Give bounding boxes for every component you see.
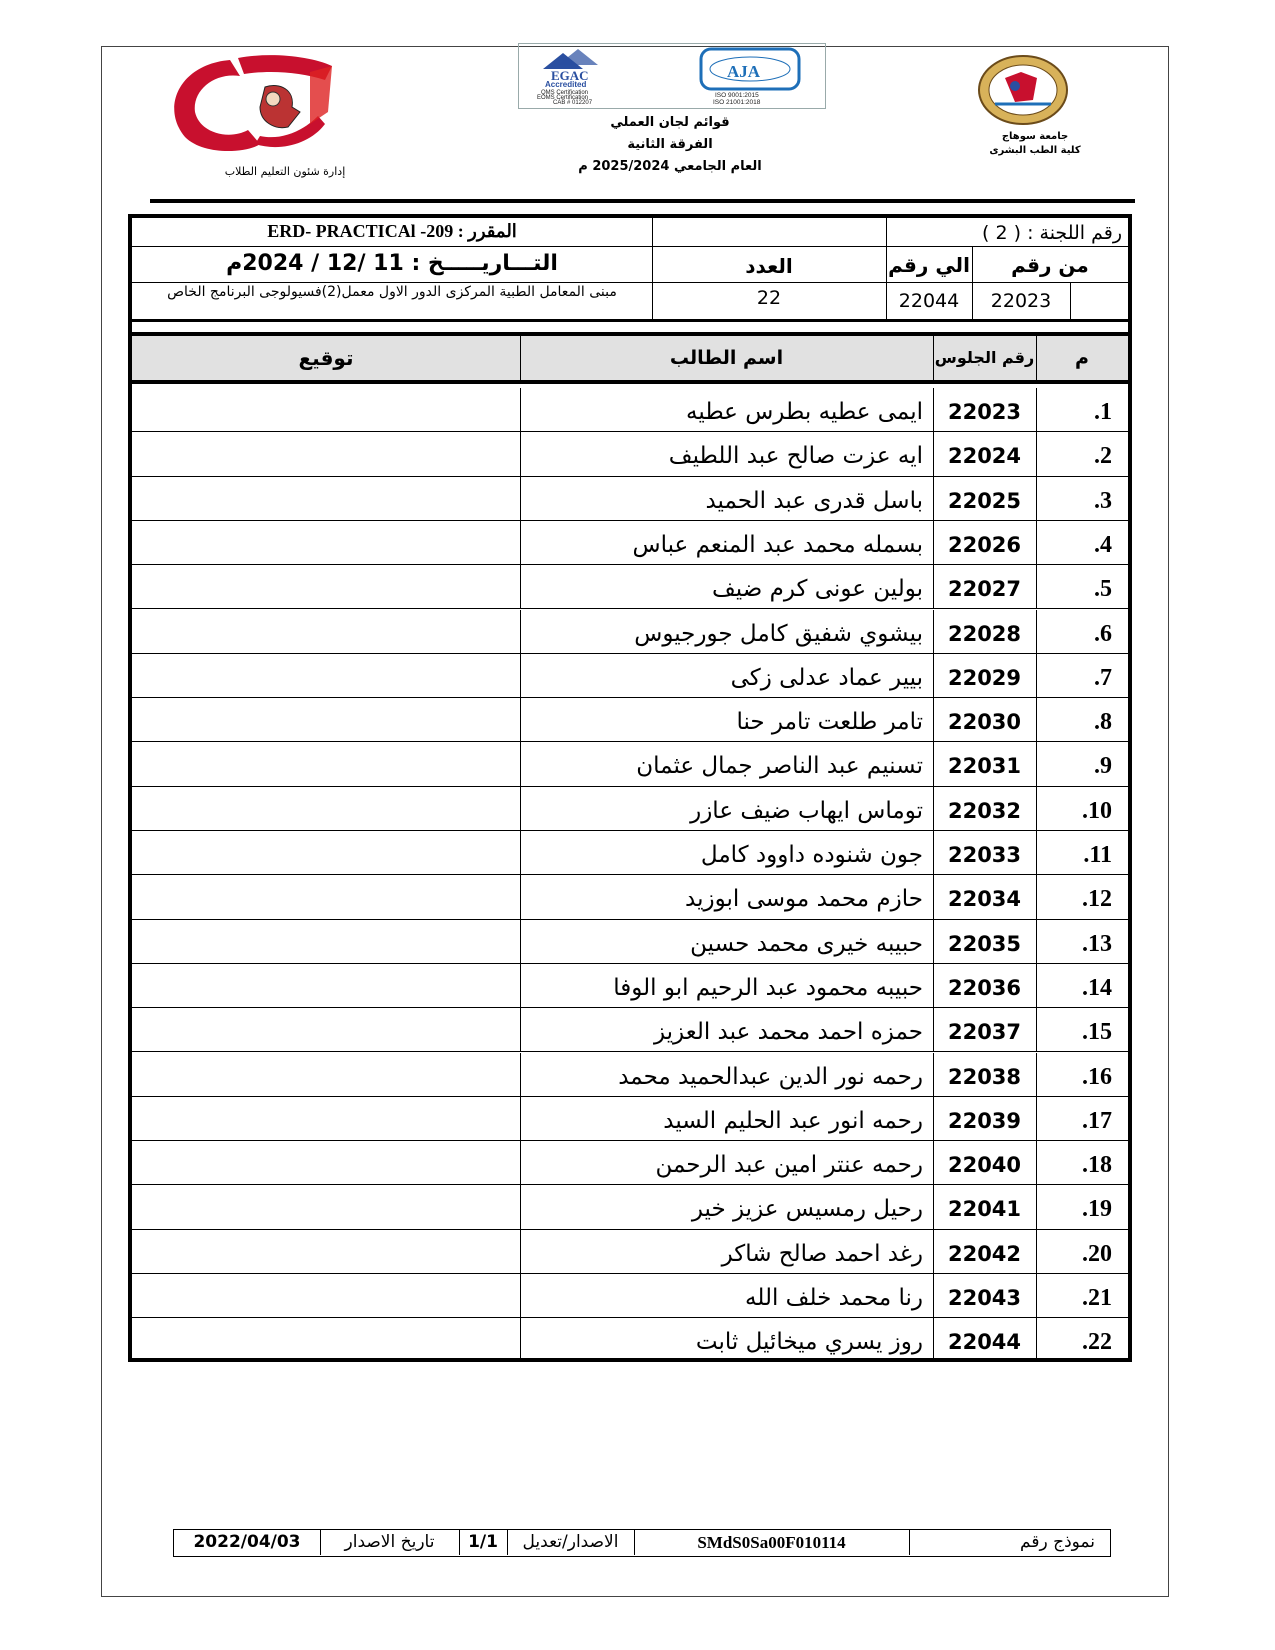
table-row <box>132 920 1128 964</box>
row-index: 6. <box>1094 620 1112 647</box>
row-student-name: بيشوي شفيق كامل جورجيوس <box>634 620 923 647</box>
row-seat-number: 22043 <box>947 1286 1022 1310</box>
students-table <box>128 332 1132 1362</box>
table-row <box>132 1053 1128 1097</box>
row-signature-cell[interactable] <box>132 831 520 873</box>
row-student-name: رحيل رمسيس عزيز خير <box>691 1196 923 1223</box>
header-divider <box>150 199 1135 203</box>
row-seat-number: 22041 <box>947 1197 1022 1222</box>
table-row <box>132 388 1128 432</box>
table-row <box>132 831 1128 875</box>
row-signature-cell[interactable] <box>132 1008 520 1050</box>
row-student-name: بولين عونى كرم ضيف <box>711 576 923 603</box>
svg-text:Accredited: Accredited <box>545 80 587 89</box>
row-seat-number: 22034 <box>947 887 1022 912</box>
row-student-name: ايمى عطيه بطرس عطيه <box>686 399 923 425</box>
row-student-name: جون شنوده داوود كامل <box>700 842 923 868</box>
row-student-name: حازم محمد موسى ابوزيد <box>685 886 923 913</box>
row-signature-cell[interactable] <box>132 964 520 1006</box>
header-student-name: اسم الطالب <box>669 347 784 369</box>
row-seat-number: 22036 <box>947 975 1022 1000</box>
from-number-value: 22023 <box>990 290 1052 312</box>
row-seat-number: 22025 <box>947 488 1022 513</box>
row-student-name: رنا محمد خلف الله <box>745 1285 923 1311</box>
count-value: 22 <box>756 287 782 309</box>
row-signature-cell[interactable] <box>132 432 520 474</box>
row-student-name: حبيبه خيرى محمد حسين <box>690 930 923 957</box>
row-signature-cell[interactable] <box>132 742 520 784</box>
row-seat-number: 22039 <box>947 1108 1022 1133</box>
row-index: 4. <box>1094 531 1112 558</box>
row-index: 14. <box>1082 974 1112 1001</box>
university-label <box>975 130 1095 158</box>
row-index: 5. <box>1094 576 1112 603</box>
table-row <box>132 1318 1128 1362</box>
row-signature-cell[interactable] <box>132 1097 520 1139</box>
table-row <box>132 1274 1128 1318</box>
department-label: إدارة شئون التعليم الطلاب <box>224 165 346 178</box>
row-seat-number: 22042 <box>947 1241 1022 1266</box>
table-row <box>132 875 1128 919</box>
row-signature-cell[interactable] <box>132 477 520 519</box>
table-row <box>132 432 1128 476</box>
row-seat-number: 22035 <box>947 931 1022 956</box>
row-index: 21. <box>1082 1285 1112 1311</box>
row-student-name: بسمله محمد عبد المنعم عباس <box>632 531 923 558</box>
row-student-name: رحمه نور الدين عبدالحميد محمد <box>618 1063 923 1090</box>
row-index: 17. <box>1082 1107 1112 1134</box>
row-index: 18. <box>1082 1152 1112 1179</box>
table-row <box>132 1097 1128 1141</box>
row-seat-number: 22024 <box>947 444 1022 469</box>
svg-text:ISO 21001:2018: ISO 21001:2018 <box>713 99 761 105</box>
issue-date-label: تاريخ الاصدار <box>344 1532 435 1552</box>
row-signature-cell[interactable] <box>132 654 520 696</box>
row-student-name: رحمه عنتر امين عبد الرحمن <box>655 1152 923 1179</box>
version-label: الاصدار/تعديل <box>522 1532 619 1552</box>
row-student-name: توماس ايهاب ضيف عازر <box>690 797 923 824</box>
row-student-name: بيير عماد عدلى زكى <box>730 664 923 691</box>
table-row <box>132 964 1128 1008</box>
row-signature-cell[interactable] <box>132 787 520 829</box>
table-row <box>132 1141 1128 1185</box>
aja-certification-logo <box>677 47 823 105</box>
count-label: العدد <box>745 254 793 278</box>
row-student-name: ايه عزت صالح عبد اللطيف <box>668 443 923 470</box>
row-index: 3. <box>1094 487 1112 514</box>
row-student-name: باسل قدرى عبد الحميد <box>705 487 923 514</box>
row-seat-number: 22026 <box>947 532 1022 557</box>
table-row <box>132 787 1128 831</box>
row-signature-cell[interactable] <box>132 521 520 563</box>
row-index: 9. <box>1094 753 1112 780</box>
form-footer <box>173 1529 1111 1557</box>
row-signature-cell[interactable] <box>132 875 520 917</box>
svg-text:EGAC: EGAC <box>551 68 589 83</box>
row-seat-number: 22038 <box>947 1064 1022 1089</box>
committee-info-table <box>128 214 1132 336</box>
table-row <box>132 521 1128 565</box>
svg-text:ISO 9001:2015: ISO 9001:2015 <box>715 92 759 99</box>
egac-accreditation-logo <box>523 47 663 105</box>
row-student-name: رحمه انور عبد الحليم السيد <box>663 1107 923 1134</box>
from-number-label: من رقم <box>1011 253 1089 277</box>
row-student-name: تسنيم عبد الناصر جمال عثمان <box>636 753 923 780</box>
row-seat-number: 22023 <box>947 400 1022 424</box>
row-signature-cell[interactable] <box>132 565 520 607</box>
row-signature-cell[interactable] <box>132 610 520 652</box>
row-index: 1. <box>1094 399 1112 425</box>
row-student-name: حمزه احمد محمد عبد العزيز <box>653 1019 923 1046</box>
header-seat-number: رقم الجلوس <box>934 348 1035 367</box>
table-row <box>132 742 1128 786</box>
row-signature-cell[interactable] <box>132 1274 520 1316</box>
row-seat-number: 22044 <box>947 1330 1022 1355</box>
row-seat-number: 22033 <box>947 843 1022 867</box>
faculty-name: كلية الطب البشرى <box>989 145 1081 156</box>
table-row <box>132 477 1128 521</box>
row-index: 19. <box>1082 1196 1112 1223</box>
svg-text:EOMS Certification: EOMS Certification <box>537 95 589 101</box>
document-subtitle: الفرقة الثانية <box>627 137 713 152</box>
row-index: 20. <box>1082 1240 1112 1267</box>
row-index: 12. <box>1082 886 1112 913</box>
table-row <box>132 1185 1128 1229</box>
academic-year: العام الجامعي 2025/2024 م <box>578 159 762 174</box>
form-number-value: SMdS0Sa00F010114 <box>697 1533 846 1552</box>
document-title-block <box>540 112 800 178</box>
university-name: جامعة سوهاج <box>1001 131 1069 142</box>
row-seat-number: 22030 <box>947 710 1022 735</box>
row-signature-cell[interactable] <box>132 698 520 740</box>
table-row <box>132 698 1128 742</box>
row-student-name: روز يسري ميخائيل ثابت <box>695 1329 923 1356</box>
row-index: 10. <box>1082 797 1112 824</box>
svg-text:QMS Certification: QMS Certification <box>541 90 589 96</box>
issue-date-value: 2022/04/03 <box>193 1532 301 1552</box>
row-signature-cell[interactable] <box>132 388 520 430</box>
row-index: 8. <box>1094 709 1112 736</box>
row-index: 2. <box>1094 443 1112 470</box>
table-row <box>132 565 1128 609</box>
version-value: 1/1 <box>468 1532 498 1552</box>
table-row <box>132 610 1128 654</box>
form-number-label: نموذج رقم <box>1020 1532 1095 1552</box>
document-title: قوائم لجان العملي <box>610 115 730 130</box>
row-index: 11. <box>1083 842 1112 868</box>
row-seat-number: 22040 <box>947 1153 1022 1178</box>
row-signature-cell[interactable] <box>132 1318 520 1360</box>
table-row <box>132 1008 1128 1052</box>
row-signature-cell[interactable] <box>132 920 520 962</box>
row-signature-cell[interactable] <box>132 1230 520 1272</box>
committee-number: رقم اللجنة : ( 2 ) <box>982 222 1122 244</box>
row-index: 22. <box>1082 1329 1112 1356</box>
svg-text:CAB # 012207: CAB # 012207 <box>553 100 593 105</box>
row-seat-number: 22037 <box>947 1020 1022 1045</box>
row-seat-number: 22029 <box>947 665 1022 690</box>
to-number-value: 22044 <box>898 290 960 312</box>
header-signature: توقيع <box>298 346 354 370</box>
table-row <box>132 654 1128 698</box>
row-index: 7. <box>1094 664 1112 691</box>
row-signature-cell[interactable] <box>132 1141 520 1183</box>
certification-logos <box>518 43 826 109</box>
row-index: 15. <box>1082 1019 1112 1046</box>
sohag-university-logo <box>975 52 1071 128</box>
row-student-name: حبيبه محمود عبد الرحيم ابو الوفا <box>613 974 923 1001</box>
row-seat-number: 22031 <box>947 754 1022 779</box>
table-row <box>132 1230 1128 1274</box>
row-seat-number: 22027 <box>947 577 1022 602</box>
header-index: م <box>1075 347 1089 369</box>
svg-text:AJA: AJA <box>727 62 761 81</box>
row-seat-number: 22028 <box>947 621 1022 646</box>
exam-location: مبنى المعامل الطبية المركزى الدور الاول معمل(2)فسيولوجى البرنامج الخاص <box>167 284 617 300</box>
table-header-row <box>132 336 1128 384</box>
row-seat-number: 22032 <box>947 798 1022 823</box>
exam-date: التـــاريـــــخ : 11 /12 / 2024م <box>226 251 558 276</box>
row-signature-cell[interactable] <box>132 1053 520 1095</box>
row-index: 16. <box>1082 1063 1112 1090</box>
faculty-of-medicine-logo <box>160 52 350 162</box>
course-name: المقرر : 209- ERD- PRACTICAl <box>267 221 517 241</box>
to-number-label: الي رقم <box>888 253 970 277</box>
row-student-name: تامر طلعت تامر حنا <box>736 709 923 736</box>
row-index: 13. <box>1082 930 1112 957</box>
row-student-name: رغد احمد صالح شاكر <box>721 1240 923 1267</box>
row-signature-cell[interactable] <box>132 1185 520 1227</box>
